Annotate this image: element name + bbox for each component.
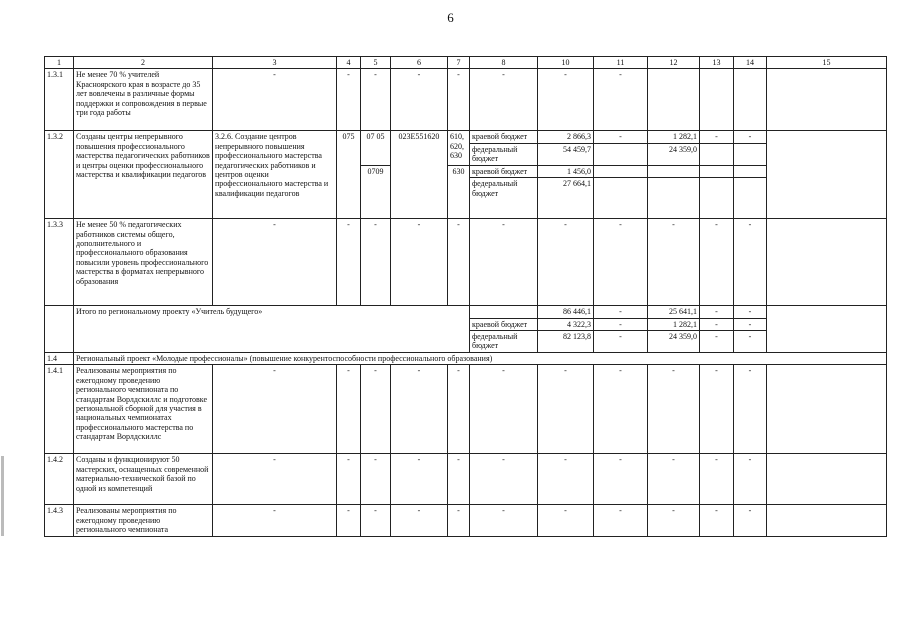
dash-cell: - — [734, 306, 767, 318]
header-cell: 14 — [734, 57, 767, 69]
funding-source: краевой бюджет — [470, 131, 538, 143]
amount: 54 459,7 — [538, 143, 594, 165]
header-cell: 10 — [538, 57, 594, 69]
dash-cell: - — [594, 318, 648, 330]
empty-cell — [767, 505, 887, 536]
dash-cell: - — [213, 219, 337, 306]
dash-cell: - — [470, 69, 538, 131]
dash-cell: - — [734, 318, 767, 330]
empty-cell — [700, 165, 734, 177]
dash-cell: - — [361, 454, 391, 505]
empty-cell — [767, 306, 887, 353]
dash-cell: - — [337, 69, 361, 131]
grbs-code: 075 — [337, 131, 361, 219]
result-text: Не менее 70 % учителей Красноярского края в возрасте до 35 лет вовлечены в различные формы поддержки и сопровождения в первые три года работы — [74, 69, 213, 131]
result-text: Реализованы мероприятия по ежегодному проведению регионального чемпионата по стандартам Ворлдскиллс и подготовке региональной сборной для участия в национальных чемпионатах профессионального мастерства по стандартам Ворлдскиллс — [74, 365, 213, 454]
funding-source: федеральный бюджет — [470, 143, 538, 165]
dash-cell: - — [337, 454, 361, 505]
empty-cell — [767, 69, 887, 131]
amount: 82 123,8 — [538, 331, 594, 353]
total-row — [45, 306, 887, 318]
rzpr-code: 0709 — [361, 165, 391, 218]
header-cell: 12 — [648, 57, 700, 69]
dash-cell: - — [213, 505, 337, 536]
empty-cell — [594, 143, 648, 165]
empty-cell — [594, 178, 648, 219]
dash-cell: - — [538, 505, 594, 536]
dash-cell: - — [213, 69, 337, 131]
dash-cell: - — [594, 69, 648, 131]
row-number: 1.3.3 — [45, 219, 74, 306]
dash-cell: - — [594, 331, 648, 353]
row-number: 1.4.2 — [45, 454, 74, 505]
dash-cell: - — [734, 219, 767, 306]
dash-cell: - — [594, 306, 648, 318]
header-cell: 13 — [700, 57, 734, 69]
dash-cell: - — [700, 306, 734, 318]
dash-cell: - — [594, 365, 648, 454]
empty-cell — [74, 318, 470, 352]
empty-cell — [700, 69, 734, 131]
dash-cell: - — [337, 365, 361, 454]
table-row — [45, 69, 887, 131]
amount: 4 322,3 — [538, 318, 594, 330]
dash-cell: - — [470, 219, 538, 306]
dash-cell: - — [391, 365, 448, 454]
empty-cell — [648, 165, 700, 177]
section-title: Региональный проект «Молодые профессионалы» (повышение конкурентоспособности профессионального образования) — [74, 353, 887, 365]
empty-cell — [734, 143, 767, 165]
empty-cell — [700, 143, 734, 165]
funding-source: федеральный бюджет — [470, 331, 538, 353]
empty-cell — [700, 178, 734, 219]
dash-cell: - — [648, 365, 700, 454]
dash-cell: - — [448, 219, 470, 306]
header-cell: 7 — [448, 57, 470, 69]
empty-cell — [767, 219, 887, 306]
empty-cell — [648, 69, 700, 131]
empty-cell — [470, 306, 538, 318]
dash-cell: - — [734, 331, 767, 353]
amount: 25 641,1 — [648, 306, 700, 318]
scan-artifact — [1, 456, 4, 536]
result-text: Не менее 50 % педагогических работников системы общего, дополнительного и профессионального образования повысили уровень профессионального мастерства в форматах непрерывного образования — [74, 219, 213, 306]
amount: 24 359,0 — [648, 331, 700, 353]
result-text: Созданы и функционируют 50 мастерских, оснащенных современной материально-технической базой по одной из компетенций — [74, 454, 213, 505]
header-cell: 11 — [594, 57, 648, 69]
vr-code: 630 — [448, 165, 470, 218]
dash-cell: - — [700, 318, 734, 330]
header-cell: 2 — [74, 57, 213, 69]
row-number: 1.4 — [45, 353, 74, 365]
dash-cell: - — [594, 505, 648, 536]
header-cell: 8 — [470, 57, 538, 69]
dash-cell: - — [700, 454, 734, 505]
row-number: 1.4.3 — [45, 505, 74, 536]
row-number: 1.4.1 — [45, 365, 74, 454]
budget-table — [44, 56, 887, 537]
dash-cell: - — [391, 505, 448, 536]
dash-cell: - — [391, 454, 448, 505]
result-text: Созданы центры непрерывного повышения профессионального мастерства педагогических работников и центры оценки профессионального мастерства и квалификации педагогов — [74, 131, 213, 219]
empty-cell — [767, 365, 887, 454]
dash-cell: - — [448, 505, 470, 536]
result-text: Реализованы мероприятия по ежегодному проведению регионального чемпионата — [74, 505, 213, 536]
dash-cell: - — [648, 454, 700, 505]
empty-cell — [648, 178, 700, 219]
dash-cell: - — [337, 219, 361, 306]
dash-cell: - — [700, 365, 734, 454]
empty-cell — [734, 165, 767, 177]
dash-cell: - — [538, 69, 594, 131]
amount: 1 282,1 — [648, 131, 700, 143]
page-number: 6 — [447, 10, 454, 25]
dash-cell: - — [391, 219, 448, 306]
dash-cell: - — [448, 69, 470, 131]
table-row — [45, 131, 887, 143]
measure-text: 3.2.6. Создание центров непрерывного повышения профессионального мастерства педагогических работников и центров оценки профессионального мастерства и квалификации педагогов — [213, 131, 337, 219]
dash-cell: - — [361, 365, 391, 454]
header-cell: 15 — [767, 57, 887, 69]
dash-cell: - — [361, 505, 391, 536]
dash-cell: - — [700, 219, 734, 306]
total-label: Итого по региональному проекту «Учитель будущего» — [74, 306, 470, 318]
dash-cell: - — [538, 219, 594, 306]
dash-cell: - — [470, 505, 538, 536]
dash-cell: - — [594, 454, 648, 505]
dash-cell: - — [213, 365, 337, 454]
table-row — [45, 219, 887, 306]
funding-source: федеральный бюджет — [470, 178, 538, 219]
dash-cell: - — [391, 69, 448, 131]
dash-cell: - — [594, 131, 648, 143]
amount: 1 456,0 — [538, 165, 594, 177]
section-row — [45, 353, 887, 365]
dash-cell: - — [448, 454, 470, 505]
header-cell: 4 — [337, 57, 361, 69]
dash-cell: - — [538, 365, 594, 454]
empty-cell — [767, 131, 887, 219]
table-row — [45, 365, 887, 454]
empty-cell — [45, 306, 74, 353]
dash-cell: - — [538, 454, 594, 505]
dash-cell: - — [470, 365, 538, 454]
dash-cell: - — [648, 219, 700, 306]
total-row — [45, 318, 887, 330]
dash-cell: - — [648, 505, 700, 536]
header-cell: 1 — [45, 57, 74, 69]
amount: 27 664,1 — [538, 178, 594, 219]
header-cell: 3 — [213, 57, 337, 69]
dash-cell: - — [448, 365, 470, 454]
amount: 1 282,1 — [648, 318, 700, 330]
amount: 86 446,1 — [538, 306, 594, 318]
header-cell: 5 — [361, 57, 391, 69]
amount: 2 866,3 — [538, 131, 594, 143]
header-row — [45, 57, 887, 69]
table-row — [45, 454, 887, 505]
amount: 24 359,0 — [648, 143, 700, 165]
dash-cell: - — [470, 454, 538, 505]
empty-cell — [734, 178, 767, 219]
csr-code: 023E551620 — [391, 131, 448, 219]
dash-cell: - — [734, 131, 767, 143]
funding-source: краевой бюджет — [470, 318, 538, 330]
dash-cell: - — [361, 69, 391, 131]
dash-cell: - — [700, 505, 734, 536]
empty-cell — [734, 69, 767, 131]
row-number: 1.3.2 — [45, 131, 74, 219]
dash-cell: - — [734, 365, 767, 454]
dash-cell: - — [734, 505, 767, 536]
dash-cell: - — [594, 219, 648, 306]
dash-cell: - — [700, 331, 734, 353]
dash-cell: - — [337, 505, 361, 536]
dash-cell: - — [213, 454, 337, 505]
rzpr-code: 07 05 — [361, 131, 391, 165]
empty-cell — [767, 454, 887, 505]
dash-cell: - — [700, 131, 734, 143]
table-row — [45, 505, 887, 536]
vr-code: 610, 620, 630 — [448, 131, 470, 165]
dash-cell: - — [361, 219, 391, 306]
row-number: 1.3.1 — [45, 69, 74, 131]
funding-source: краевой бюджет — [470, 165, 538, 177]
empty-cell — [594, 165, 648, 177]
dash-cell: - — [734, 454, 767, 505]
header-cell: 6 — [391, 57, 448, 69]
